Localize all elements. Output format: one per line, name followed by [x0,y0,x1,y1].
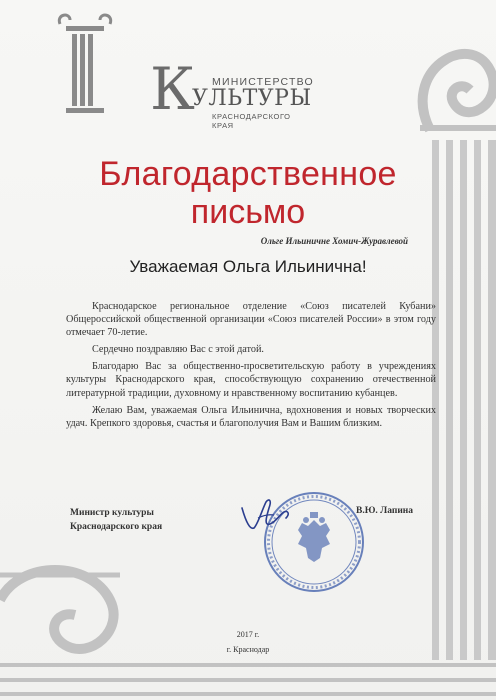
ministry-logo [64,12,314,130]
paragraph-4: Желаю Вам, уважаемая Ольга Ильинична, вдохновения и новых творческих удач. Крепкого здоровья, счастья и благополучия Вам и Вашим близким. [66,404,436,429]
addressee-name: Ольге Ильиничне Хомич-Журавлевой [260,236,408,246]
title-line-2: письмо [190,193,306,231]
greeting: Уважаемая Ольга Ильинична! [129,257,367,276]
signatory-position-line-2: Краснодарского края [70,522,163,532]
signatory-name: В.Ю. Лапина [356,506,414,516]
footer-year: 2017 г. [236,630,260,639]
paragraph-1: Краснодарское региональное отделение «Союз писателей Кубани» Общероссийской общественной организации «Союз писателей России» в этом году отмечает 70-летие. [66,301,436,339]
letter-body [66,300,436,434]
title-line-1: Благодарственное [99,155,397,193]
signatory-position [70,506,162,534]
paragraph-2: Сердечно поздравляю Вас с этой датой. [92,344,264,356]
logo-culture-text: УЛЬТУРЫ [192,86,312,111]
logo-big-letter: К [150,55,195,123]
footer-city: г. Краснодар [226,645,270,654]
handwritten-signature-icon [236,488,296,538]
logo-ministry-text: МИНИСТЕРСТВО [212,76,314,88]
signatory-position-line-1: Министр культуры [70,508,154,518]
logo-region-text: КРАСНОДАРСКОГО КРАЯ [212,112,291,130]
paragraph-3: Благодарю Вас за общественно-просветительскую работу в учреждениях культуры Краснодарского края, способствующую сохранению отечественной литературной традиции, духовному и нравственному воспитанию кубанцев. [66,361,436,399]
